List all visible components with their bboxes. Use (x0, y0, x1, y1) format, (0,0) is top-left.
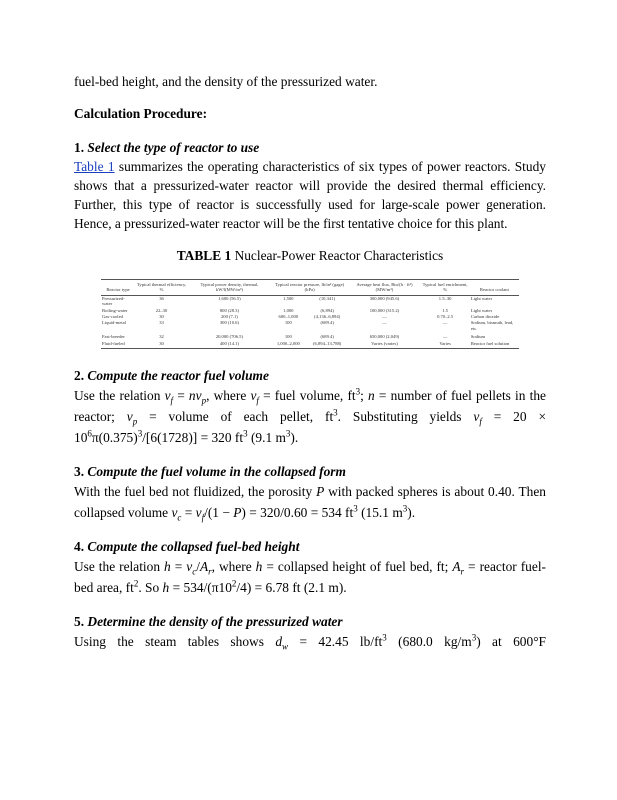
text-run: , where (211, 558, 256, 574)
table-cell: Light water (470, 307, 493, 313)
subscript: f (479, 416, 482, 427)
table-header-cell: Typical thermal efficiency, % (135, 280, 188, 296)
text-run: With the fuel bed not fluidized, the porosity (74, 483, 317, 499)
table-cell: Boiling-water (102, 307, 128, 313)
table-cell: 800 (28.3) (219, 307, 239, 313)
step5-title: Determine the density of the pressurized water (87, 613, 343, 629)
symbol: A (452, 558, 461, 574)
table-cell: Light water (470, 296, 493, 302)
table-cell: 650,000 (2,049) (369, 334, 400, 340)
table-cell: Reactor fuel solution (470, 340, 519, 348)
text-run: Use the relation (74, 558, 165, 574)
step4-number: 4. (74, 538, 85, 554)
text-run: = collapsed height of fuel bed, ft; (262, 558, 453, 574)
step1-heading (74, 138, 546, 157)
symbol: d (275, 633, 283, 649)
table-header-cell: Average heat flux, Btu/(h · ft²) (MW/m²) (348, 280, 420, 296)
step2-body (74, 385, 546, 448)
table-cell: (689.4) (320, 320, 334, 326)
symbol: h (255, 558, 263, 574)
superscript: 2 (231, 578, 237, 589)
superscript: 2 (133, 578, 139, 589)
superscript: 3 (471, 632, 477, 643)
text-run: = 42.45 lb/ft (288, 633, 383, 649)
text-run: = number of fuel pellets in the reactor; (74, 387, 546, 424)
text-run: = (173, 387, 189, 403)
table-cell: 300,000 (945.6) (369, 296, 400, 302)
text-run: (15.1 m (357, 504, 403, 520)
subscript: r (208, 566, 212, 577)
subscript: r (460, 566, 465, 577)
table-cell: Varies (varies) (348, 340, 420, 348)
subscript: p (201, 395, 207, 406)
table-cell: 0.70–2.5 (437, 313, 454, 319)
superscript: 3 (285, 428, 291, 439)
table-header-cell: Typical power density, thermal, kW/l(MW/m³) (188, 280, 271, 296)
step5-body (74, 631, 546, 652)
document-page (74, 72, 546, 652)
table-header-cell: Reactor coolant (470, 280, 519, 296)
superscript: 3 (137, 428, 143, 439)
symbol: P (316, 483, 325, 499)
text-run: / (196, 558, 200, 574)
table-cell: 32 (159, 334, 164, 340)
text-run: /4) = 6.78 ft (2.1 m). (236, 579, 347, 595)
table-cell: 30 (159, 313, 164, 319)
subscript: f (256, 395, 259, 406)
table-cell: 36 (159, 296, 164, 302)
text-run: . Substituting yields (337, 408, 474, 424)
table-cell: (6,894–13,788) (306, 340, 349, 348)
step1-title: Select the type of reactor to use (87, 140, 260, 155)
table-row (101, 320, 519, 332)
table-cell: 33 (159, 320, 164, 326)
symbol: v (250, 387, 257, 403)
symbol: v (171, 504, 178, 520)
step2-number: 2. (74, 367, 85, 383)
table-cell: 600–1,000 (278, 313, 299, 319)
table-cell: Gas-cooled (102, 313, 123, 319)
symbol: v (195, 387, 202, 403)
table-cell: Sodium (470, 334, 486, 340)
step2-heading (74, 366, 546, 385)
table-cell: 20,000 (706.5) (215, 334, 243, 340)
table-cell: 22–30 (155, 307, 168, 313)
text-run: = (181, 504, 196, 520)
superscript: 3 (243, 428, 248, 439)
table-row (101, 295, 519, 307)
step3-heading (74, 462, 546, 481)
superscript: 6 (87, 428, 92, 439)
symbol: v (126, 408, 133, 424)
table-cell: Pressurized-water (102, 296, 125, 307)
table-cell: 1.5–30 (438, 296, 452, 302)
text-run: = reactor fuel-bed area, ft (74, 558, 546, 595)
table-cell: — (382, 313, 387, 319)
procedure-heading: Calculation Procedure: (74, 106, 208, 121)
table-row (101, 331, 519, 340)
table-cell: (6,894) (320, 307, 334, 313)
table-cell: 200 (7.1) (220, 313, 238, 319)
step4-body (74, 556, 546, 598)
table-cell: — (442, 334, 448, 340)
text-run: (680.0 kg/m (386, 633, 472, 649)
step1-body (74, 157, 546, 233)
subscript: w (282, 641, 289, 652)
step5-heading (74, 612, 546, 631)
table-header-cell: Typical fuel enrichment, % (420, 280, 469, 296)
text-run: π(0.375) (91, 429, 138, 445)
superscript: 3 (353, 503, 358, 514)
text-run: ) at 600°F (476, 633, 547, 649)
step5-number: 5. (74, 613, 85, 629)
step1-number: 1. (74, 140, 85, 155)
text-run: Use the relation (74, 387, 165, 403)
table-cell: (4,136–6,894) (314, 313, 341, 319)
table-cell: 1,600 (56.5) (218, 296, 241, 302)
table-cell: Carbon dioxide (470, 313, 500, 319)
table1-caption (74, 246, 546, 265)
superscript: 3 (402, 503, 408, 514)
table-cell: 100,000 (315.2) (369, 307, 400, 313)
superscript: 3 (333, 407, 338, 418)
subscript: f (201, 512, 205, 523)
symbol: v (164, 387, 171, 403)
text-run: /[6(1728)] = 320 ft (142, 429, 244, 445)
symbol: v (473, 408, 480, 424)
step4-title: Compute the collapsed fuel-bed height (87, 538, 300, 554)
text-run: . So (138, 579, 163, 595)
table-cell: 400 (14.1) (188, 340, 271, 348)
text-run: = 534/(π10 (169, 579, 232, 595)
text-run: = 20 × 10 (74, 408, 546, 445)
table-cell: Fast-breeder (102, 334, 125, 340)
text-run: ) = 320/0.60 = 534 ft (241, 504, 354, 520)
table1-label: TABLE 1 (176, 248, 232, 263)
step3-body (74, 481, 546, 523)
table-cell: Sodium, bismuth, lead, etc. (470, 320, 514, 331)
text-run: = (170, 558, 187, 574)
text-run: with packed spheres is about 0.40. Then collapsed volume (74, 483, 546, 520)
step4-heading (74, 537, 546, 556)
symbol: A (199, 558, 209, 574)
table-header-row (101, 280, 519, 296)
table-cell: (689.4) (320, 334, 334, 340)
intro-fragment: fuel-bed height, and the density of the pressurized water. (74, 74, 378, 89)
symbol: h (164, 558, 171, 574)
table-cell: — (442, 320, 448, 326)
text-run: = fuel volume, ft (258, 387, 356, 403)
symbol: h (162, 579, 170, 595)
table-header-cell: Reactor type (101, 280, 135, 296)
table-cell: 1,000 (283, 307, 294, 313)
table-header-cell: Typical reactor pressure, lb/in² (gage) (kPa) (271, 280, 349, 296)
table-cell: Liquid-metal (102, 320, 126, 326)
text-run: /(1 − (204, 504, 234, 520)
table-cell: 1,000–2,000 (271, 340, 306, 348)
table-cell: 1,500 (283, 296, 294, 302)
table1-link[interactable]: Table 1 (74, 159, 115, 174)
step1-text: summarizes the operating characteristics of six types of power reactors. Study shows that a pressurized-water reactor will provide the desired thermal efficiency. Further, this type of reactor is successfully used for large-scale power generation. Hence, a pressurized-water reactor will be the first tentative choice for this plant. (74, 159, 546, 231)
text-run: ). (407, 504, 416, 520)
table-cell: — (382, 320, 387, 326)
symbol: n (368, 387, 375, 403)
step3-title: Compute the fuel volume in the collapsed form (87, 463, 346, 479)
table-cell: 100 (284, 320, 292, 326)
superscript: 3 (355, 386, 361, 397)
table-cell: 100 (284, 334, 292, 340)
symbol: v (195, 504, 202, 520)
text-run: (9.1 m (247, 429, 286, 445)
table-cell: Fluid-fueled (101, 340, 135, 348)
text-run: = volume of each pellet, ft (137, 408, 334, 424)
subscript: f (170, 395, 174, 406)
table-cell: 300 (10.6) (219, 320, 239, 326)
subscript: c (177, 512, 182, 523)
table1-caption-text: Nuclear-Power Reactor Characteristics (234, 248, 444, 263)
symbol: v (186, 558, 193, 574)
step2-title: Compute the reactor fuel volume (87, 367, 269, 383)
table-cell: Varies (420, 340, 469, 348)
symbol: P (233, 504, 242, 520)
symbol: n (188, 387, 196, 403)
table-cell: (10,341) (319, 296, 336, 302)
superscript: 3 (382, 632, 387, 643)
text-run: ). (290, 429, 299, 445)
text-run: Using the steam tables shows (74, 633, 276, 649)
table-cell: 30 (135, 340, 188, 348)
text-run: ; (360, 387, 369, 403)
reactor-table-figure (101, 279, 519, 349)
text-run: , where (206, 387, 251, 403)
table-cell: 1.5 (442, 307, 448, 313)
reactor-table (101, 279, 519, 349)
step3-number: 3. (74, 463, 85, 479)
subscript: c (192, 566, 197, 577)
table-row (101, 340, 519, 348)
subscript: p (132, 416, 138, 427)
